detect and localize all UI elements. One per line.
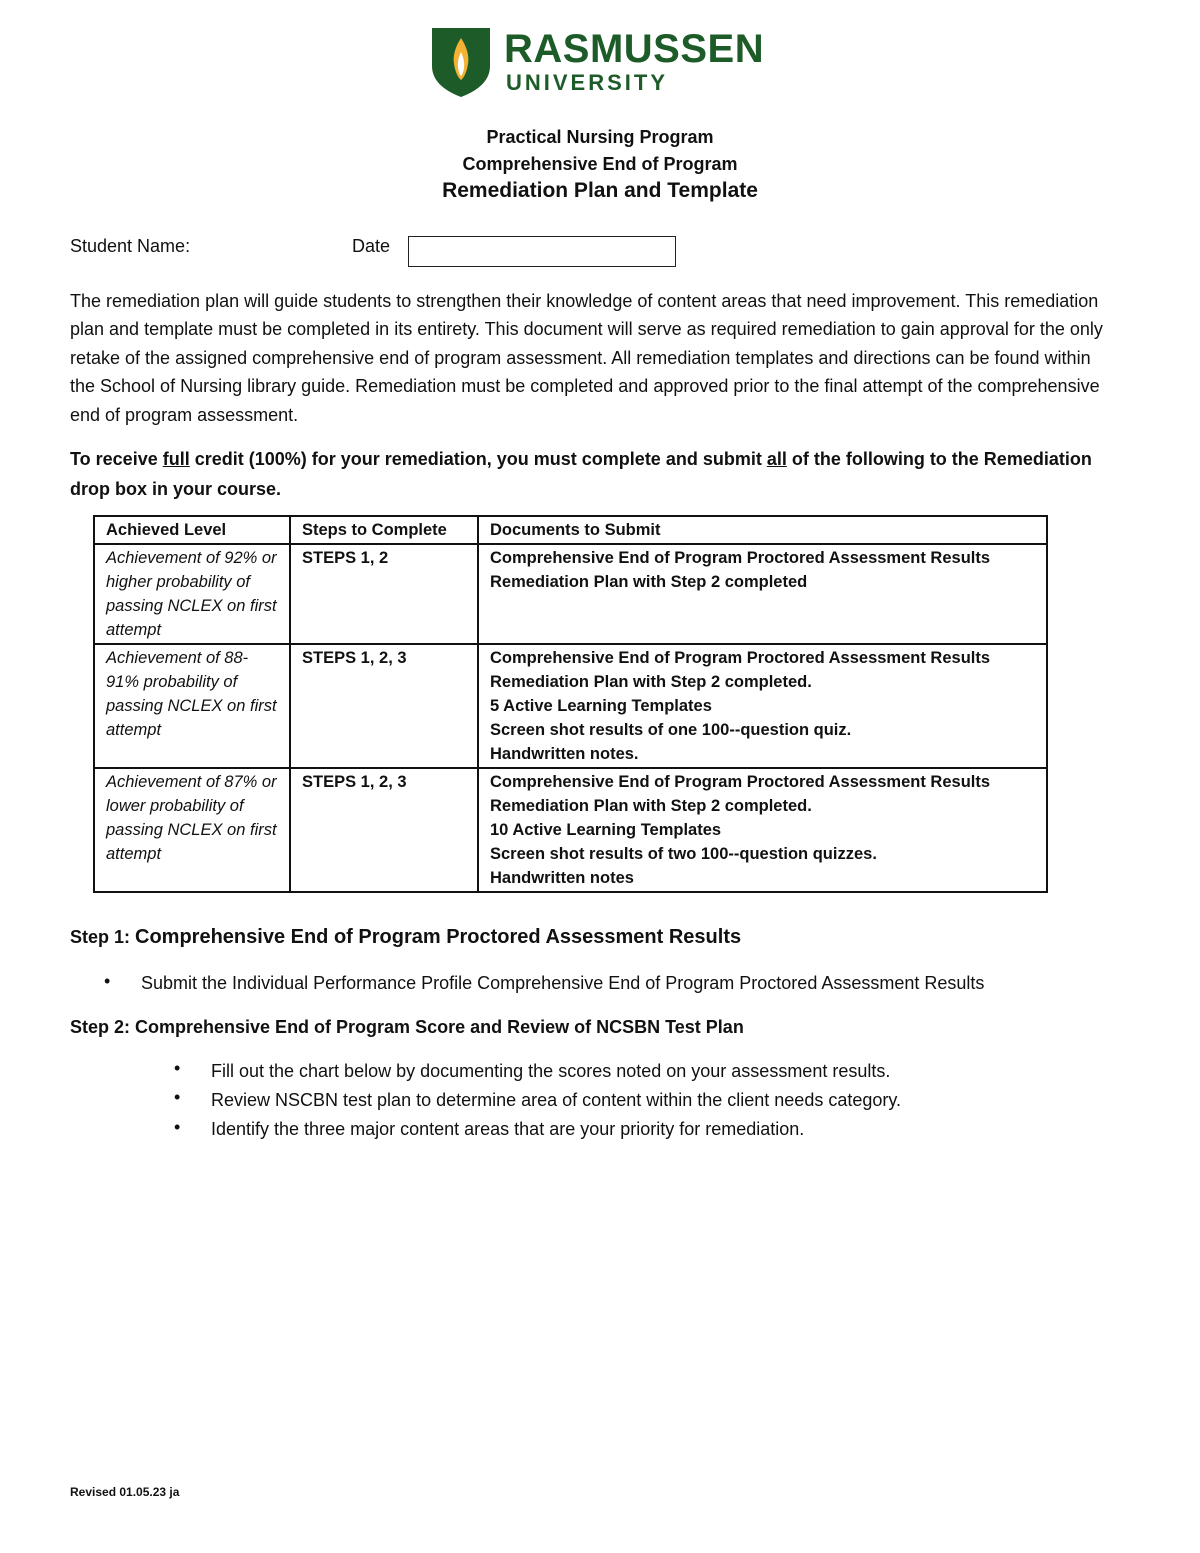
document-title: Remediation Plan and Template	[442, 179, 758, 202]
date-field[interactable]	[408, 236, 676, 267]
revision-footer: Revised 01.05.23 ja	[70, 1485, 180, 1499]
document-item: Comprehensive End of Program Proctored Assessment Results	[490, 649, 991, 667]
requirements-table	[93, 515, 1048, 893]
table-row	[94, 768, 1047, 892]
header-steps: Steps to Complete	[290, 516, 478, 544]
step1-bullet: Submit the Individual Performance Profile Comprehensive End of Program Proctored Assessment Results	[141, 973, 985, 993]
document-item: Handwritten notes.	[490, 745, 639, 763]
step2-bullet: Identify the three major content areas that are your priority for remediation.	[211, 1119, 805, 1139]
document-item: Comprehensive End of Program Proctored Assessment Results	[490, 549, 991, 567]
step1-heading: Step 1: Comprehensive End of Program Proctored Assessment Results	[70, 926, 742, 948]
document-item: 10 Active Learning Templates	[490, 821, 722, 839]
document-item: 5 Active Learning Templates	[490, 697, 712, 715]
intro-paragraph: The remediation plan will guide students to strengthen their knowledge of content areas that need improvement. This remediation plan and template must be completed in its entirety. This document will serve as required remediation to gain approval for the only retake of the assigned comprehensive end of program assessment. All remediation templates and directions can be found within the School of Nursing library guide. Remediation must be completed and approved prior to the final attempt of the comprehensive end of program assessment.	[70, 291, 1103, 425]
table-header-row	[94, 516, 1047, 544]
document-item: Screen shot results of two 100--question quizzes.	[490, 845, 877, 863]
document-item: Comprehensive End of Program Proctored Assessment Results	[490, 773, 991, 791]
level-cell: Achievement of 88-91% probability of passing NCLEX on first attempt	[94, 644, 290, 768]
bullet-icon: •	[174, 1058, 181, 1078]
table-row	[94, 544, 1047, 644]
documents-cell	[478, 544, 1047, 644]
steps-cell: STEPS 1, 2, 3	[290, 644, 478, 768]
logo-name: RASMUSSEN	[504, 27, 765, 71]
document-item: Screen shot results of one 100--question quiz.	[490, 721, 852, 739]
document-item: Remediation Plan with Step 2 completed.	[490, 797, 812, 815]
steps-cell: STEPS 1, 2	[290, 544, 478, 644]
logo-subtitle: UNIVERSITY	[506, 70, 669, 95]
steps-cell: STEPS 1, 2, 3	[290, 768, 478, 892]
student-name-label: Student Name:	[70, 236, 191, 256]
program-title: Practical Nursing Program	[486, 127, 714, 147]
header-achieved-level: Achieved Level	[94, 516, 290, 544]
step2-heading: Step 2: Comprehensive End of Program Score and Review of NCSBN Test Plan	[70, 1017, 744, 1037]
all-emphasis: all	[766, 449, 787, 469]
bullet-icon: •	[174, 1087, 181, 1107]
full-emphasis: full	[162, 449, 190, 469]
step2-bullet: Review NSCBN test plan to determine area of content within the client needs category.	[211, 1090, 902, 1110]
level-cell: Achievement of 87% or lower probability of passing NCLEX on first attempt	[94, 768, 290, 892]
bullet-icon: •	[104, 971, 111, 991]
table-row	[94, 644, 1047, 768]
document-item: Remediation Plan with Step 2 completed	[490, 573, 808, 591]
step2-bullet: Fill out the chart below by documenting the scores noted on your assessment results.	[211, 1061, 891, 1081]
flame-shield-icon	[430, 26, 492, 98]
document-item: Remediation Plan with Step 2 completed.	[490, 673, 812, 691]
documents-cell	[478, 768, 1047, 892]
document-item: Handwritten notes	[490, 869, 634, 887]
credit-instructions: To receive full credit (100%) for your remediation, you must complete and submit all of the following to the Remediation drop box in your course.	[70, 449, 1092, 499]
header-documents: Documents to Submit	[478, 516, 1047, 544]
bullet-icon: •	[174, 1117, 181, 1137]
program-subtitle: Comprehensive End of Program	[462, 154, 738, 174]
documents-cell	[478, 644, 1047, 768]
university-logo	[430, 26, 775, 100]
level-cell: Achievement of 92% or higher probability of passing NCLEX on first attempt	[94, 544, 290, 644]
date-label: Date	[352, 236, 391, 256]
